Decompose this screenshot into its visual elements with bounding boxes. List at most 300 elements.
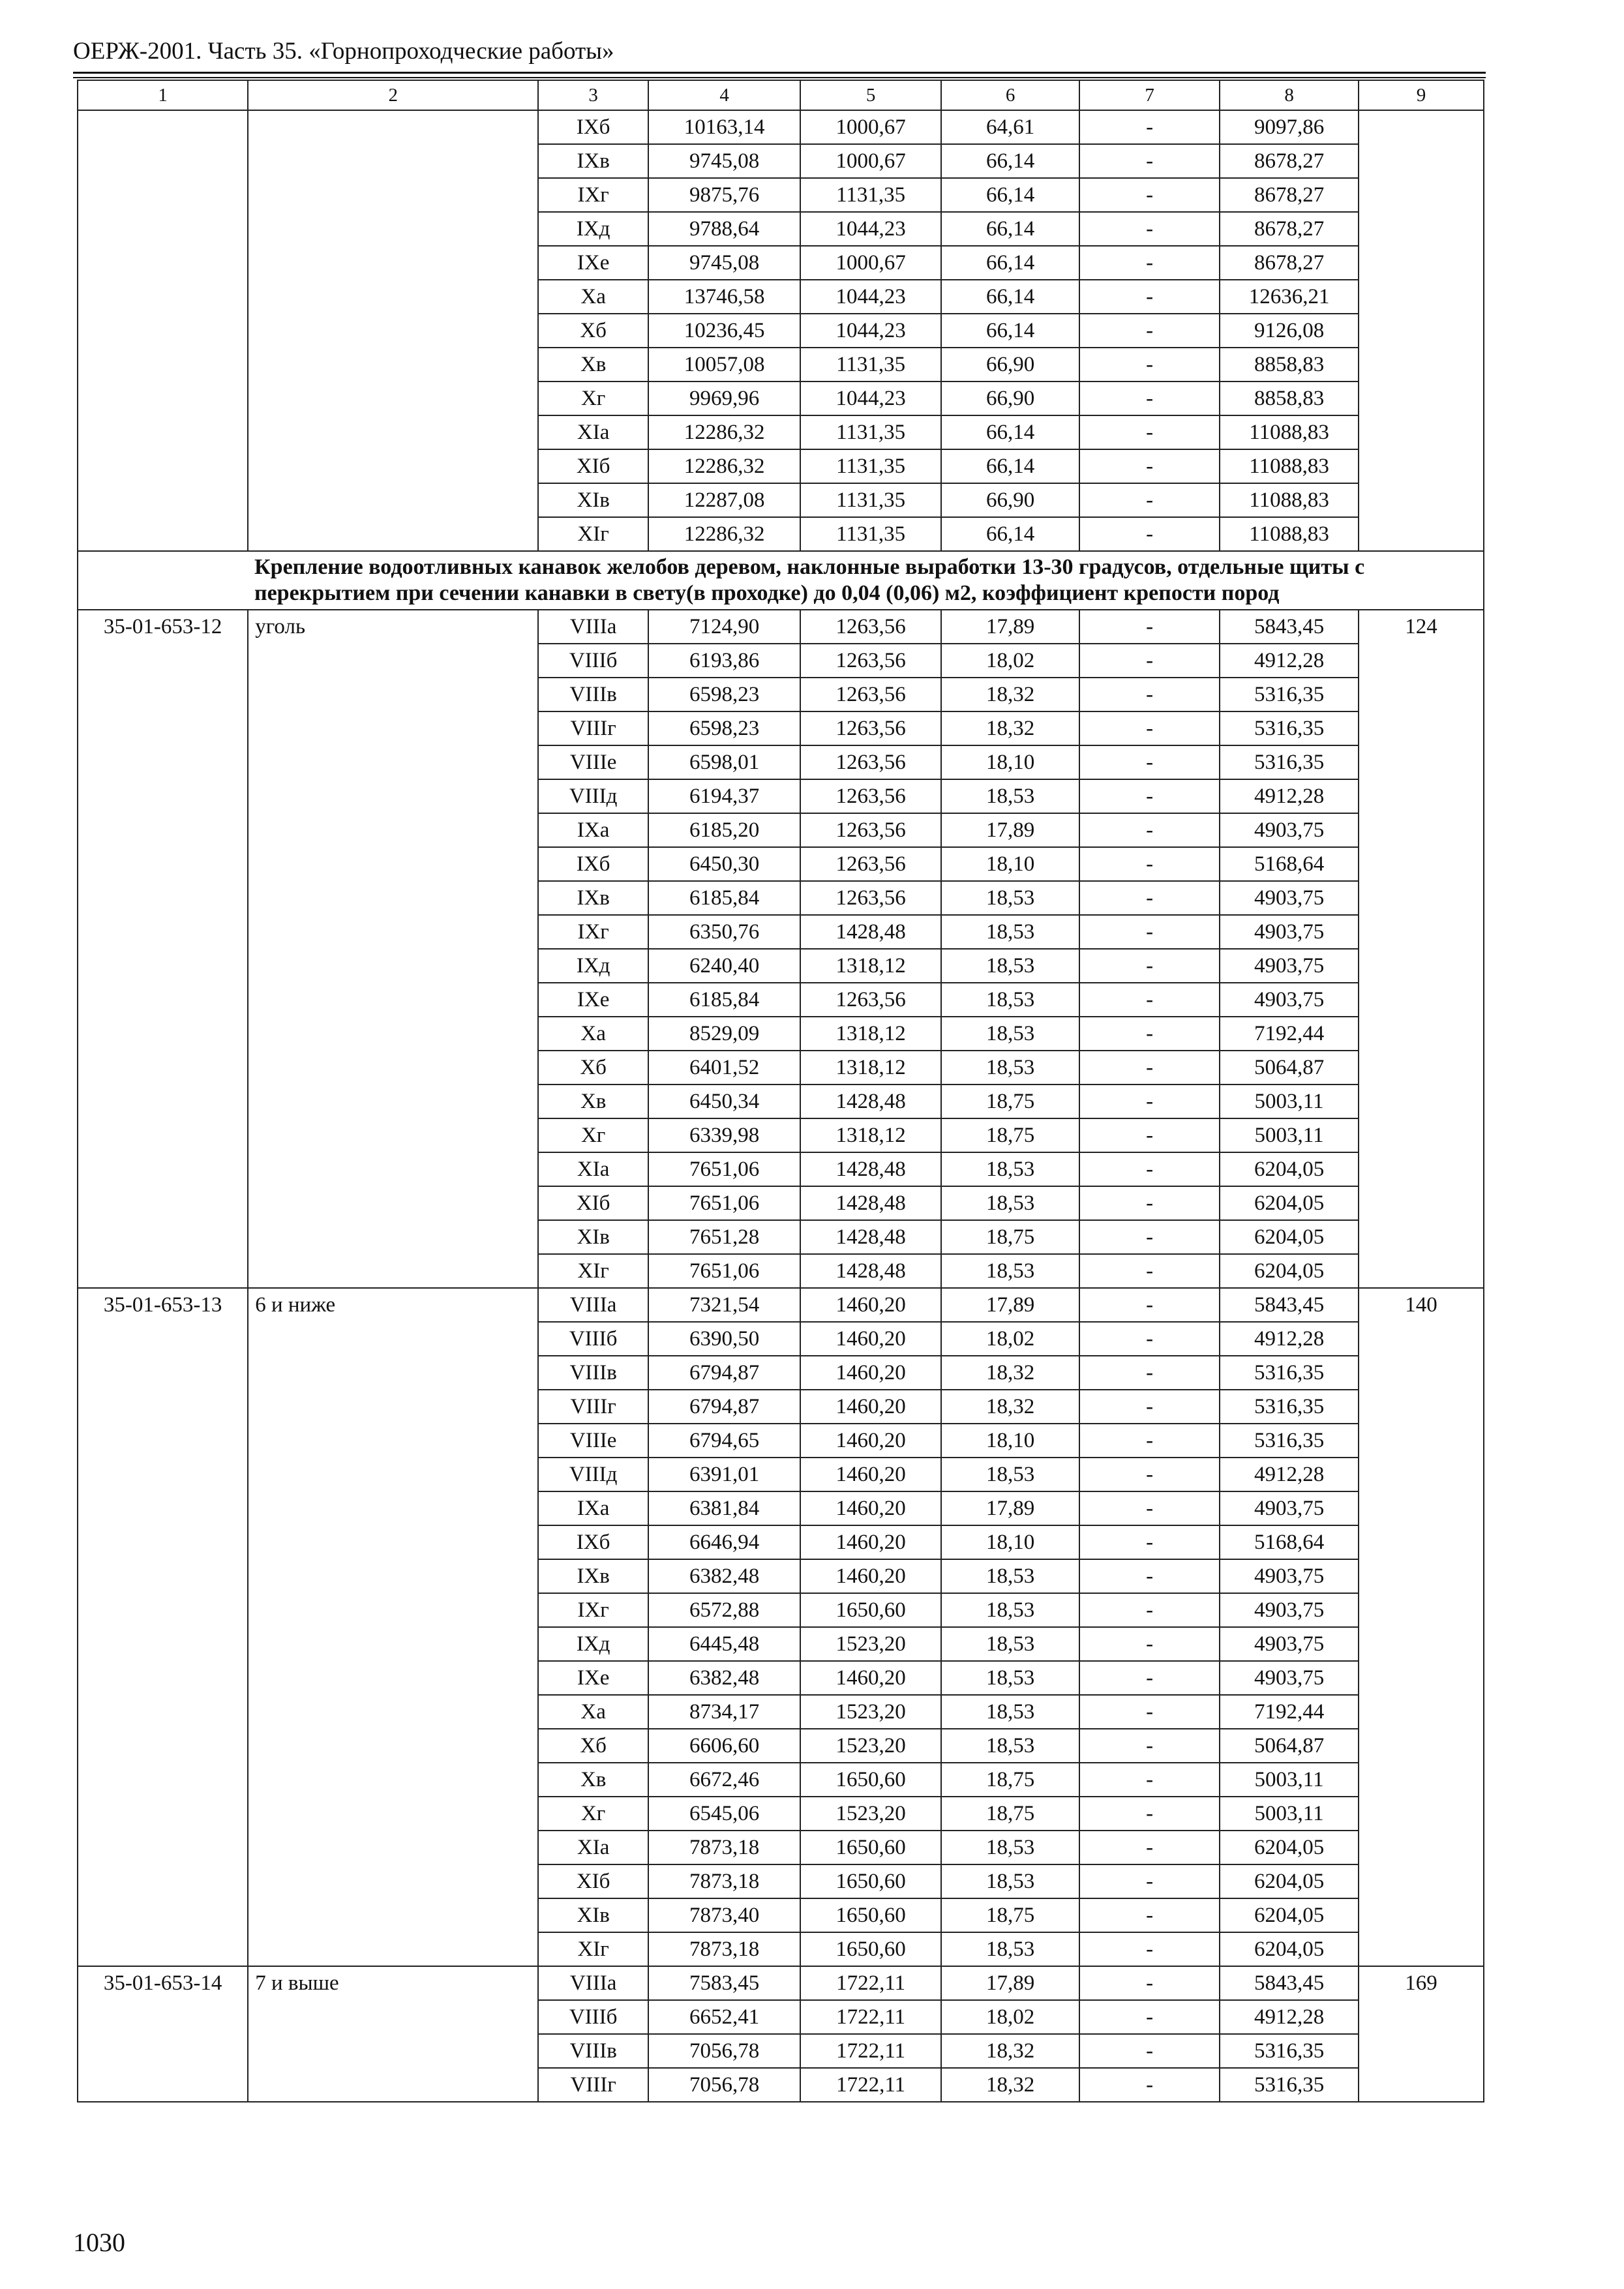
total-cost-cell: 6794,87 — [648, 1390, 800, 1424]
materials-cost-cell: 4903,75 — [1220, 1491, 1359, 1525]
wages-cell: 1722,11 — [800, 2068, 941, 2102]
rock-category-cell: VIIIб — [538, 1322, 648, 1356]
operator-wages-cell: - — [1079, 1085, 1220, 1118]
wages-cell: 1131,35 — [800, 449, 941, 483]
operator-wages-cell: - — [1079, 2034, 1220, 2068]
total-cost-cell: 6794,65 — [648, 1424, 800, 1458]
materials-cost-cell: 5003,11 — [1220, 1797, 1359, 1831]
wages-cell: 1650,60 — [800, 1763, 941, 1797]
machine-cost-cell: 18,10 — [941, 745, 1079, 779]
rock-category-cell: IXб — [538, 110, 648, 144]
wages-cell: 1318,12 — [800, 949, 941, 983]
total-cost-cell: 6390,50 — [648, 1322, 800, 1356]
materials-cost-cell: 4903,75 — [1220, 1593, 1359, 1627]
total-cost-cell: 8734,17 — [648, 1695, 800, 1729]
rock-category-cell: XIа — [538, 1152, 648, 1186]
total-cost-cell: 7056,78 — [648, 2034, 800, 2068]
total-cost-cell: 12286,32 — [648, 415, 800, 449]
operator-wages-cell: - — [1079, 1152, 1220, 1186]
materials-cost-cell: 4912,28 — [1220, 779, 1359, 813]
machine-cost-cell: 18,53 — [941, 1254, 1079, 1288]
operator-wages-cell: - — [1079, 1322, 1220, 1356]
rock-category-cell: IXе — [538, 1661, 648, 1695]
materials-cost-cell: 6204,05 — [1220, 1152, 1359, 1186]
operator-wages-cell: - — [1079, 847, 1220, 881]
operator-wages-cell: - — [1079, 212, 1220, 246]
operator-wages-cell: - — [1079, 483, 1220, 517]
operator-wages-cell: - — [1079, 1966, 1220, 2000]
machine-cost-cell: 18,10 — [941, 1525, 1079, 1559]
operator-wages-cell: - — [1079, 1559, 1220, 1593]
rock-category-cell: VIIIд — [538, 1458, 648, 1491]
operator-wages-cell: - — [1079, 1254, 1220, 1288]
total-cost-cell: 7321,54 — [648, 1288, 800, 1322]
materials-cost-cell: 5316,35 — [1220, 678, 1359, 711]
machine-cost-cell: 18,53 — [941, 949, 1079, 983]
total-cost-cell: 6194,37 — [648, 779, 800, 813]
operator-wages-cell: - — [1079, 449, 1220, 483]
machine-cost-cell: 66,14 — [941, 178, 1079, 212]
total-cost-cell: 8529,09 — [648, 1017, 800, 1051]
materials-cost-cell: 8678,27 — [1220, 246, 1359, 280]
machine-cost-cell: 66,14 — [941, 517, 1079, 551]
operator-wages-cell: - — [1079, 1491, 1220, 1525]
total-cost-cell: 7873,18 — [648, 1864, 800, 1898]
materials-cost-cell: 4912,28 — [1220, 1458, 1359, 1491]
wages-cell: 1263,56 — [800, 678, 941, 711]
total-cost-cell: 6606,60 — [648, 1729, 800, 1763]
rock-category-cell: VIIIв — [538, 678, 648, 711]
rock-category-cell: Xв — [538, 1763, 648, 1797]
machine-cost-cell: 18,75 — [941, 1763, 1079, 1797]
total-cost-cell: 6193,86 — [648, 644, 800, 678]
materials-cost-cell: 11088,83 — [1220, 415, 1359, 449]
total-cost-cell: 10057,08 — [648, 348, 800, 382]
rock-category-cell: VIIIе — [538, 745, 648, 779]
rock-category-cell: IXв — [538, 881, 648, 915]
rock-category-cell: XIв — [538, 1898, 648, 1932]
rock-category-cell: IXг — [538, 915, 648, 949]
wages-cell: 1428,48 — [800, 1254, 941, 1288]
machine-cost-cell: 18,75 — [941, 1085, 1079, 1118]
table-row — [78, 1966, 1484, 2000]
materials-cost-cell: 12636,21 — [1220, 280, 1359, 314]
materials-cost-cell: 6204,05 — [1220, 1831, 1359, 1864]
wages-cell: 1428,48 — [800, 1186, 941, 1220]
table-row — [78, 610, 1484, 644]
machine-cost-cell: 18,53 — [941, 1559, 1079, 1593]
rock-category-cell: IXб — [538, 1525, 648, 1559]
machine-cost-cell: 66,90 — [941, 483, 1079, 517]
operator-wages-cell: - — [1079, 1898, 1220, 1932]
machine-cost-cell: 18,53 — [941, 1051, 1079, 1085]
wages-cell: 1263,56 — [800, 881, 941, 915]
machine-cost-cell: 18,75 — [941, 1220, 1079, 1254]
machine-cost-cell: 18,53 — [941, 1593, 1079, 1627]
materials-cost-cell: 6204,05 — [1220, 1932, 1359, 1966]
operator-wages-cell: - — [1079, 1051, 1220, 1085]
machine-cost-cell: 66,90 — [941, 348, 1079, 382]
rock-category-cell: VIIIд — [538, 779, 648, 813]
wages-cell: 1318,12 — [800, 1051, 941, 1085]
machine-cost-cell: 18,53 — [941, 983, 1079, 1017]
wages-cell: 1460,20 — [800, 1661, 941, 1695]
rates-table — [77, 80, 1484, 2102]
machine-cost-cell: 66,14 — [941, 212, 1079, 246]
operator-wages-cell: - — [1079, 314, 1220, 348]
materials-cost-cell: 5168,64 — [1220, 1525, 1359, 1559]
rock-category-cell: Xг — [538, 1118, 648, 1152]
materials-cost-cell: 6204,05 — [1220, 1186, 1359, 1220]
total-cost-cell: 6450,30 — [648, 847, 800, 881]
operator-wages-cell: - — [1079, 1118, 1220, 1152]
materials-cost-cell: 5003,11 — [1220, 1763, 1359, 1797]
materials-cost-cell: 6204,05 — [1220, 1898, 1359, 1932]
operator-wages-cell: - — [1079, 813, 1220, 847]
machine-cost-cell: 18,02 — [941, 1322, 1079, 1356]
wages-cell: 1650,60 — [800, 1593, 941, 1627]
wages-cell: 1523,20 — [800, 1797, 941, 1831]
rock-category-cell: Xа — [538, 280, 648, 314]
machine-cost-cell: 18,32 — [941, 1390, 1079, 1424]
wages-cell: 1263,56 — [800, 847, 941, 881]
total-cost-cell: 9788,64 — [648, 212, 800, 246]
materials-cost-cell: 5316,35 — [1220, 2068, 1359, 2102]
page-header-title: ОЕРЖ-2001. Часть 35. «Горнопроходческие работы» — [73, 38, 614, 65]
machine-cost-cell: 18,10 — [941, 1424, 1079, 1458]
operator-wages-cell: - — [1079, 1424, 1220, 1458]
norm-label: 7 и выше — [248, 1966, 538, 2102]
rock-category-cell: VIIIг — [538, 711, 648, 745]
materials-cost-cell: 4903,75 — [1220, 1627, 1359, 1661]
total-cost-cell: 12287,08 — [648, 483, 800, 517]
materials-cost-cell: 5168,64 — [1220, 847, 1359, 881]
materials-cost-cell: 5843,45 — [1220, 610, 1359, 644]
wages-cell: 1263,56 — [800, 745, 941, 779]
norm-note: 169 — [1359, 1966, 1484, 2102]
total-cost-cell: 9969,96 — [648, 382, 800, 415]
materials-cost-cell: 4903,75 — [1220, 983, 1359, 1017]
machine-cost-cell: 66,14 — [941, 246, 1079, 280]
materials-cost-cell: 4903,75 — [1220, 1661, 1359, 1695]
operator-wages-cell: - — [1079, 1763, 1220, 1797]
total-cost-cell: 6339,98 — [648, 1118, 800, 1152]
materials-cost-cell: 4903,75 — [1220, 949, 1359, 983]
machine-cost-cell: 18,53 — [941, 1695, 1079, 1729]
section-heading: Крепление водоотливных канавок желобов деревом, наклонные выработки 13-30 градусов, отдельные щиты с перекрытием при сечении канавки в свету(в проходке) до 0,04 (0,06) м2, коэффициент крепости пород — [78, 551, 1484, 610]
operator-wages-cell: - — [1079, 1186, 1220, 1220]
operator-wages-cell: - — [1079, 779, 1220, 813]
materials-cost-cell: 5316,35 — [1220, 711, 1359, 745]
operator-wages-cell: - — [1079, 1627, 1220, 1661]
rock-category-cell: IXв — [538, 144, 648, 178]
machine-cost-cell: 18,75 — [941, 1898, 1079, 1932]
wages-cell: 1722,11 — [800, 2034, 941, 2068]
total-cost-cell: 7651,06 — [648, 1186, 800, 1220]
total-cost-cell: 13746,58 — [648, 280, 800, 314]
total-cost-cell: 10163,14 — [648, 110, 800, 144]
machine-cost-cell: 18,32 — [941, 1356, 1079, 1390]
rock-category-cell: VIIIе — [538, 1424, 648, 1458]
header-rule-thin — [73, 77, 1486, 78]
operator-wages-cell: - — [1079, 983, 1220, 1017]
rock-category-cell: XIг — [538, 517, 648, 551]
operator-wages-cell: - — [1079, 1864, 1220, 1898]
wages-cell: 1131,35 — [800, 415, 941, 449]
operator-wages-cell: - — [1079, 1831, 1220, 1864]
rock-category-cell: VIIIб — [538, 644, 648, 678]
rock-category-cell: XIг — [538, 1932, 648, 1966]
rock-category-cell: XIв — [538, 483, 648, 517]
wages-cell: 1263,56 — [800, 813, 941, 847]
materials-cost-cell: 4912,28 — [1220, 644, 1359, 678]
rock-category-cell: VIIIа — [538, 1288, 648, 1322]
machine-cost-cell: 18,10 — [941, 847, 1079, 881]
wages-cell: 1131,35 — [800, 348, 941, 382]
rock-category-cell: IXе — [538, 246, 648, 280]
machine-cost-cell: 17,89 — [941, 1491, 1079, 1525]
table-row — [78, 1288, 1484, 1322]
rock-category-cell: VIIIа — [538, 610, 648, 644]
rock-category-cell: Xб — [538, 314, 648, 348]
rock-category-cell: Xг — [538, 382, 648, 415]
machine-cost-cell: 66,14 — [941, 314, 1079, 348]
rock-category-cell: VIIIг — [538, 1390, 648, 1424]
rock-category-cell: Xа — [538, 1017, 648, 1051]
operator-wages-cell: - — [1079, 1288, 1220, 1322]
operator-wages-cell: - — [1079, 881, 1220, 915]
note-cell — [1359, 110, 1484, 551]
total-cost-cell: 6598,23 — [648, 711, 800, 745]
operator-wages-cell: - — [1079, 915, 1220, 949]
machine-cost-cell: 18,53 — [941, 1152, 1079, 1186]
column-number: 1 — [78, 80, 248, 110]
materials-cost-cell: 6204,05 — [1220, 1220, 1359, 1254]
rock-category-cell: IXд — [538, 1627, 648, 1661]
rock-category-cell: XIб — [538, 1864, 648, 1898]
rock-category-cell: XIб — [538, 449, 648, 483]
machine-cost-cell: 18,53 — [941, 1661, 1079, 1695]
machine-cost-cell: 17,89 — [941, 610, 1079, 644]
machine-cost-cell: 18,53 — [941, 1458, 1079, 1491]
operator-wages-cell: - — [1079, 415, 1220, 449]
total-cost-cell: 9875,76 — [648, 178, 800, 212]
operator-wages-cell: - — [1079, 745, 1220, 779]
wages-cell: 1000,67 — [800, 246, 941, 280]
wages-cell: 1460,20 — [800, 1458, 941, 1491]
total-cost-cell: 6381,84 — [648, 1491, 800, 1525]
norm-code: 35-01-653-14 — [78, 1966, 248, 2102]
total-cost-cell: 6185,20 — [648, 813, 800, 847]
materials-cost-cell: 8678,27 — [1220, 212, 1359, 246]
wages-cell: 1000,67 — [800, 110, 941, 144]
operator-wages-cell: - — [1079, 610, 1220, 644]
wages-cell: 1650,60 — [800, 1932, 941, 1966]
rock-category-cell: IXа — [538, 1491, 648, 1525]
wages-cell: 1722,11 — [800, 1966, 941, 2000]
rock-category-cell: IXд — [538, 212, 648, 246]
materials-cost-cell: 4903,75 — [1220, 813, 1359, 847]
rock-category-cell: IXа — [538, 813, 648, 847]
materials-cost-cell: 5316,35 — [1220, 1424, 1359, 1458]
operator-wages-cell: - — [1079, 949, 1220, 983]
wages-cell: 1460,20 — [800, 1525, 941, 1559]
wages-cell: 1263,56 — [800, 644, 941, 678]
operator-wages-cell: - — [1079, 1458, 1220, 1491]
rock-category-cell: XIв — [538, 1220, 648, 1254]
rock-category-cell: XIа — [538, 1831, 648, 1864]
code-cell — [78, 110, 248, 551]
machine-cost-cell: 18,53 — [941, 1186, 1079, 1220]
wages-cell: 1131,35 — [800, 483, 941, 517]
wages-cell: 1131,35 — [800, 178, 941, 212]
page-number: 1030 — [73, 2228, 125, 2257]
wages-cell: 1044,23 — [800, 314, 941, 348]
machine-cost-cell: 18,32 — [941, 711, 1079, 745]
wages-cell: 1263,56 — [800, 779, 941, 813]
machine-cost-cell: 18,32 — [941, 678, 1079, 711]
rock-category-cell: IXд — [538, 949, 648, 983]
norm-code: 35-01-653-12 — [78, 610, 248, 1288]
wages-cell: 1044,23 — [800, 212, 941, 246]
operator-wages-cell: - — [1079, 1017, 1220, 1051]
machine-cost-cell: 17,89 — [941, 1966, 1079, 2000]
operator-wages-cell: - — [1079, 644, 1220, 678]
wages-cell: 1650,60 — [800, 1831, 941, 1864]
header-rule — [73, 72, 1486, 74]
operator-wages-cell: - — [1079, 678, 1220, 711]
machine-cost-cell: 66,14 — [941, 144, 1079, 178]
rock-category-cell: VIIIг — [538, 2068, 648, 2102]
materials-cost-cell: 9126,08 — [1220, 314, 1359, 348]
total-cost-cell: 9745,08 — [648, 246, 800, 280]
total-cost-cell: 7056,78 — [648, 2068, 800, 2102]
wages-cell: 1428,48 — [800, 1085, 941, 1118]
rock-category-cell: XIб — [538, 1186, 648, 1220]
operator-wages-cell: - — [1079, 1661, 1220, 1695]
machine-cost-cell: 17,89 — [941, 813, 1079, 847]
materials-cost-cell: 8858,83 — [1220, 348, 1359, 382]
materials-cost-cell: 6204,05 — [1220, 1864, 1359, 1898]
machine-cost-cell: 66,90 — [941, 382, 1079, 415]
total-cost-cell: 10236,45 — [648, 314, 800, 348]
materials-cost-cell: 11088,83 — [1220, 449, 1359, 483]
total-cost-cell: 6598,01 — [648, 745, 800, 779]
norm-label: 6 и ниже — [248, 1288, 538, 1966]
norm-label: уголь — [248, 610, 538, 1288]
materials-cost-cell: 8678,27 — [1220, 178, 1359, 212]
wages-cell: 1650,60 — [800, 1898, 941, 1932]
materials-cost-cell: 5316,35 — [1220, 745, 1359, 779]
total-cost-cell: 6240,40 — [648, 949, 800, 983]
materials-cost-cell: 9097,86 — [1220, 110, 1359, 144]
total-cost-cell: 6185,84 — [648, 881, 800, 915]
total-cost-cell: 6646,94 — [648, 1525, 800, 1559]
total-cost-cell: 7873,18 — [648, 1831, 800, 1864]
materials-cost-cell: 5843,45 — [1220, 1288, 1359, 1322]
operator-wages-cell: - — [1079, 280, 1220, 314]
machine-cost-cell: 18,32 — [941, 2068, 1079, 2102]
wages-cell: 1523,20 — [800, 1695, 941, 1729]
materials-cost-cell: 5316,35 — [1220, 1390, 1359, 1424]
wages-cell: 1523,20 — [800, 1627, 941, 1661]
operator-wages-cell: - — [1079, 1932, 1220, 1966]
materials-cost-cell: 8858,83 — [1220, 382, 1359, 415]
wages-cell: 1044,23 — [800, 280, 941, 314]
materials-cost-cell: 7192,44 — [1220, 1695, 1359, 1729]
machine-cost-cell: 66,14 — [941, 280, 1079, 314]
total-cost-cell: 6572,88 — [648, 1593, 800, 1627]
operator-wages-cell: - — [1079, 382, 1220, 415]
total-cost-cell: 7651,28 — [648, 1220, 800, 1254]
rock-category-cell: IXг — [538, 1593, 648, 1627]
operator-wages-cell: - — [1079, 1695, 1220, 1729]
machine-cost-cell: 66,14 — [941, 415, 1079, 449]
materials-cost-cell: 5064,87 — [1220, 1051, 1359, 1085]
column-number: 6 — [941, 80, 1079, 110]
wages-cell: 1318,12 — [800, 1017, 941, 1051]
total-cost-cell: 6794,87 — [648, 1356, 800, 1390]
wages-cell: 1000,67 — [800, 144, 941, 178]
total-cost-cell: 7124,90 — [648, 610, 800, 644]
rock-category-cell: IXе — [538, 983, 648, 1017]
column-number: 3 — [538, 80, 648, 110]
machine-cost-cell: 18,75 — [941, 1797, 1079, 1831]
materials-cost-cell: 4903,75 — [1220, 1559, 1359, 1593]
rock-category-cell: XIа — [538, 415, 648, 449]
total-cost-cell: 7651,06 — [648, 1152, 800, 1186]
table-row — [78, 110, 1484, 144]
machine-cost-cell: 18,53 — [941, 881, 1079, 915]
wages-cell: 1460,20 — [800, 1288, 941, 1322]
column-number: 9 — [1359, 80, 1484, 110]
norm-code: 35-01-653-13 — [78, 1288, 248, 1966]
operator-wages-cell: - — [1079, 2068, 1220, 2102]
total-cost-cell: 6350,76 — [648, 915, 800, 949]
operator-wages-cell: - — [1079, 246, 1220, 280]
rock-category-cell: Xг — [538, 1797, 648, 1831]
column-number: 5 — [800, 80, 941, 110]
operator-wages-cell: - — [1079, 517, 1220, 551]
norm-note: 124 — [1359, 610, 1484, 1288]
wages-cell: 1428,48 — [800, 1220, 941, 1254]
total-cost-cell: 6545,06 — [648, 1797, 800, 1831]
wages-cell: 1263,56 — [800, 711, 941, 745]
machine-cost-cell: 64,61 — [941, 110, 1079, 144]
machine-cost-cell: 18,02 — [941, 644, 1079, 678]
machine-cost-cell: 18,53 — [941, 779, 1079, 813]
rock-category-cell: VIIIб — [538, 2000, 648, 2034]
materials-cost-cell: 4912,28 — [1220, 2000, 1359, 2034]
materials-cost-cell: 5316,35 — [1220, 1356, 1359, 1390]
wages-cell: 1523,20 — [800, 1729, 941, 1763]
column-number-row — [78, 80, 1484, 110]
operator-wages-cell: - — [1079, 348, 1220, 382]
machine-cost-cell: 18,53 — [941, 1017, 1079, 1051]
wages-cell: 1263,56 — [800, 983, 941, 1017]
machine-cost-cell: 18,53 — [941, 1627, 1079, 1661]
description-cell — [248, 110, 538, 551]
total-cost-cell: 6672,46 — [648, 1763, 800, 1797]
wages-cell: 1460,20 — [800, 1559, 941, 1593]
wages-cell: 1460,20 — [800, 1322, 941, 1356]
wages-cell: 1044,23 — [800, 382, 941, 415]
rock-category-cell: VIIIа — [538, 1966, 648, 2000]
total-cost-cell: 6598,23 — [648, 678, 800, 711]
operator-wages-cell: - — [1079, 1390, 1220, 1424]
total-cost-cell: 6382,48 — [648, 1661, 800, 1695]
total-cost-cell: 6391,01 — [648, 1458, 800, 1491]
